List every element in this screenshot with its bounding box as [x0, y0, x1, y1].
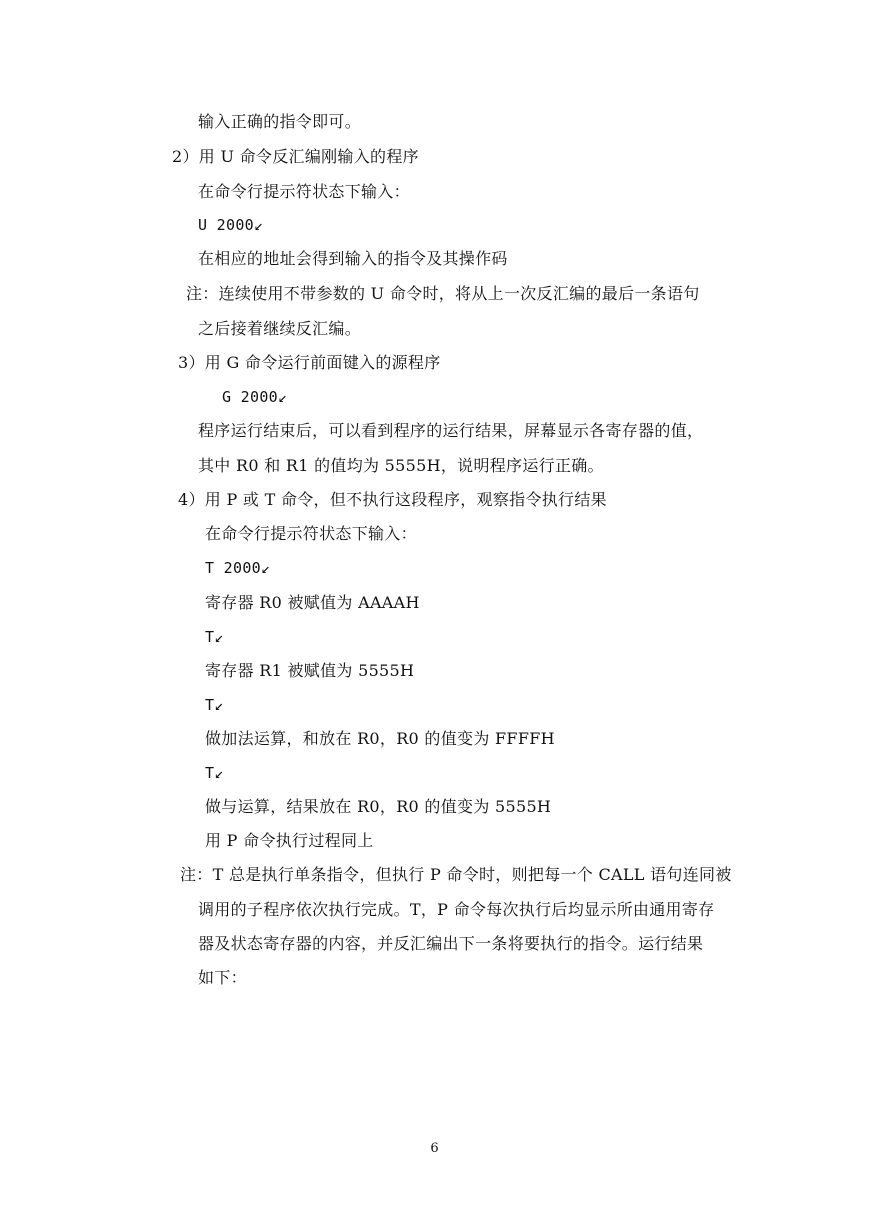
text-line: 寄存器 R1 被赋值为 5555H: [205, 661, 415, 680]
text-line: 用 P 命令执行过程同上: [205, 831, 374, 850]
command-line: T↙: [205, 628, 224, 646]
step-heading-4: 4）用 P 或 T 命令，但不执行这段程序，观察指令执行结果: [178, 490, 607, 509]
step-heading-2: 2）用 U 命令反汇编刚输入的程序: [172, 147, 419, 166]
command-line: T 2000↙: [205, 559, 271, 577]
text-line: 其中 R0 和 R1 的值均为 5555H，说明程序运行正确。: [198, 456, 604, 475]
text-line: 调用的子程序依次执行完成。T，P 命令每次执行后均显示所由通用寄存: [198, 900, 715, 919]
command-line: T↙: [205, 696, 224, 714]
text-line: 在相应的地址会得到输入的指令及其操作码: [198, 249, 508, 268]
text-line: 在命令行提示符状态下输入：: [198, 182, 410, 201]
note-line: 注：连续使用不带参数的 U 命令时，将从上一次反汇编的最后一条语句: [186, 284, 700, 303]
text-line: 输入正确的指令即可。: [198, 112, 362, 131]
text-line: 做加法运算，和放在 R0，R0 的值变为 FFFFH: [205, 729, 555, 748]
text-line: 在命令行提示符状态下输入：: [205, 524, 417, 543]
page-number: 6: [430, 1141, 439, 1156]
text-line: 寄存器 R0 被赋值为 AAAAH: [205, 593, 420, 612]
command-line: G 2000↙: [222, 388, 288, 406]
text-line: 器及状态寄存器的内容，并反汇编出下一条将要执行的指令。运行结果: [198, 934, 704, 953]
step-heading-3: 3）用 G 命令运行前面键入的源程序: [178, 353, 441, 372]
note-line: 注：T 总是执行单条指令，但执行 P 命令时，则把每一个 CALL 语句连同被: [180, 865, 732, 884]
text-line: 做与运算，结果放在 R0，R0 的值变为 5555H: [205, 797, 552, 816]
text-line: 之后接着继续反汇编。: [198, 319, 362, 338]
text-line: 如下：: [198, 968, 247, 987]
text-line: 程序运行结束后，可以看到程序的运行结果，屏幕显示各寄存器的值，: [198, 421, 704, 440]
command-line: U 2000↙: [198, 216, 264, 234]
command-line: T↙: [205, 764, 224, 782]
